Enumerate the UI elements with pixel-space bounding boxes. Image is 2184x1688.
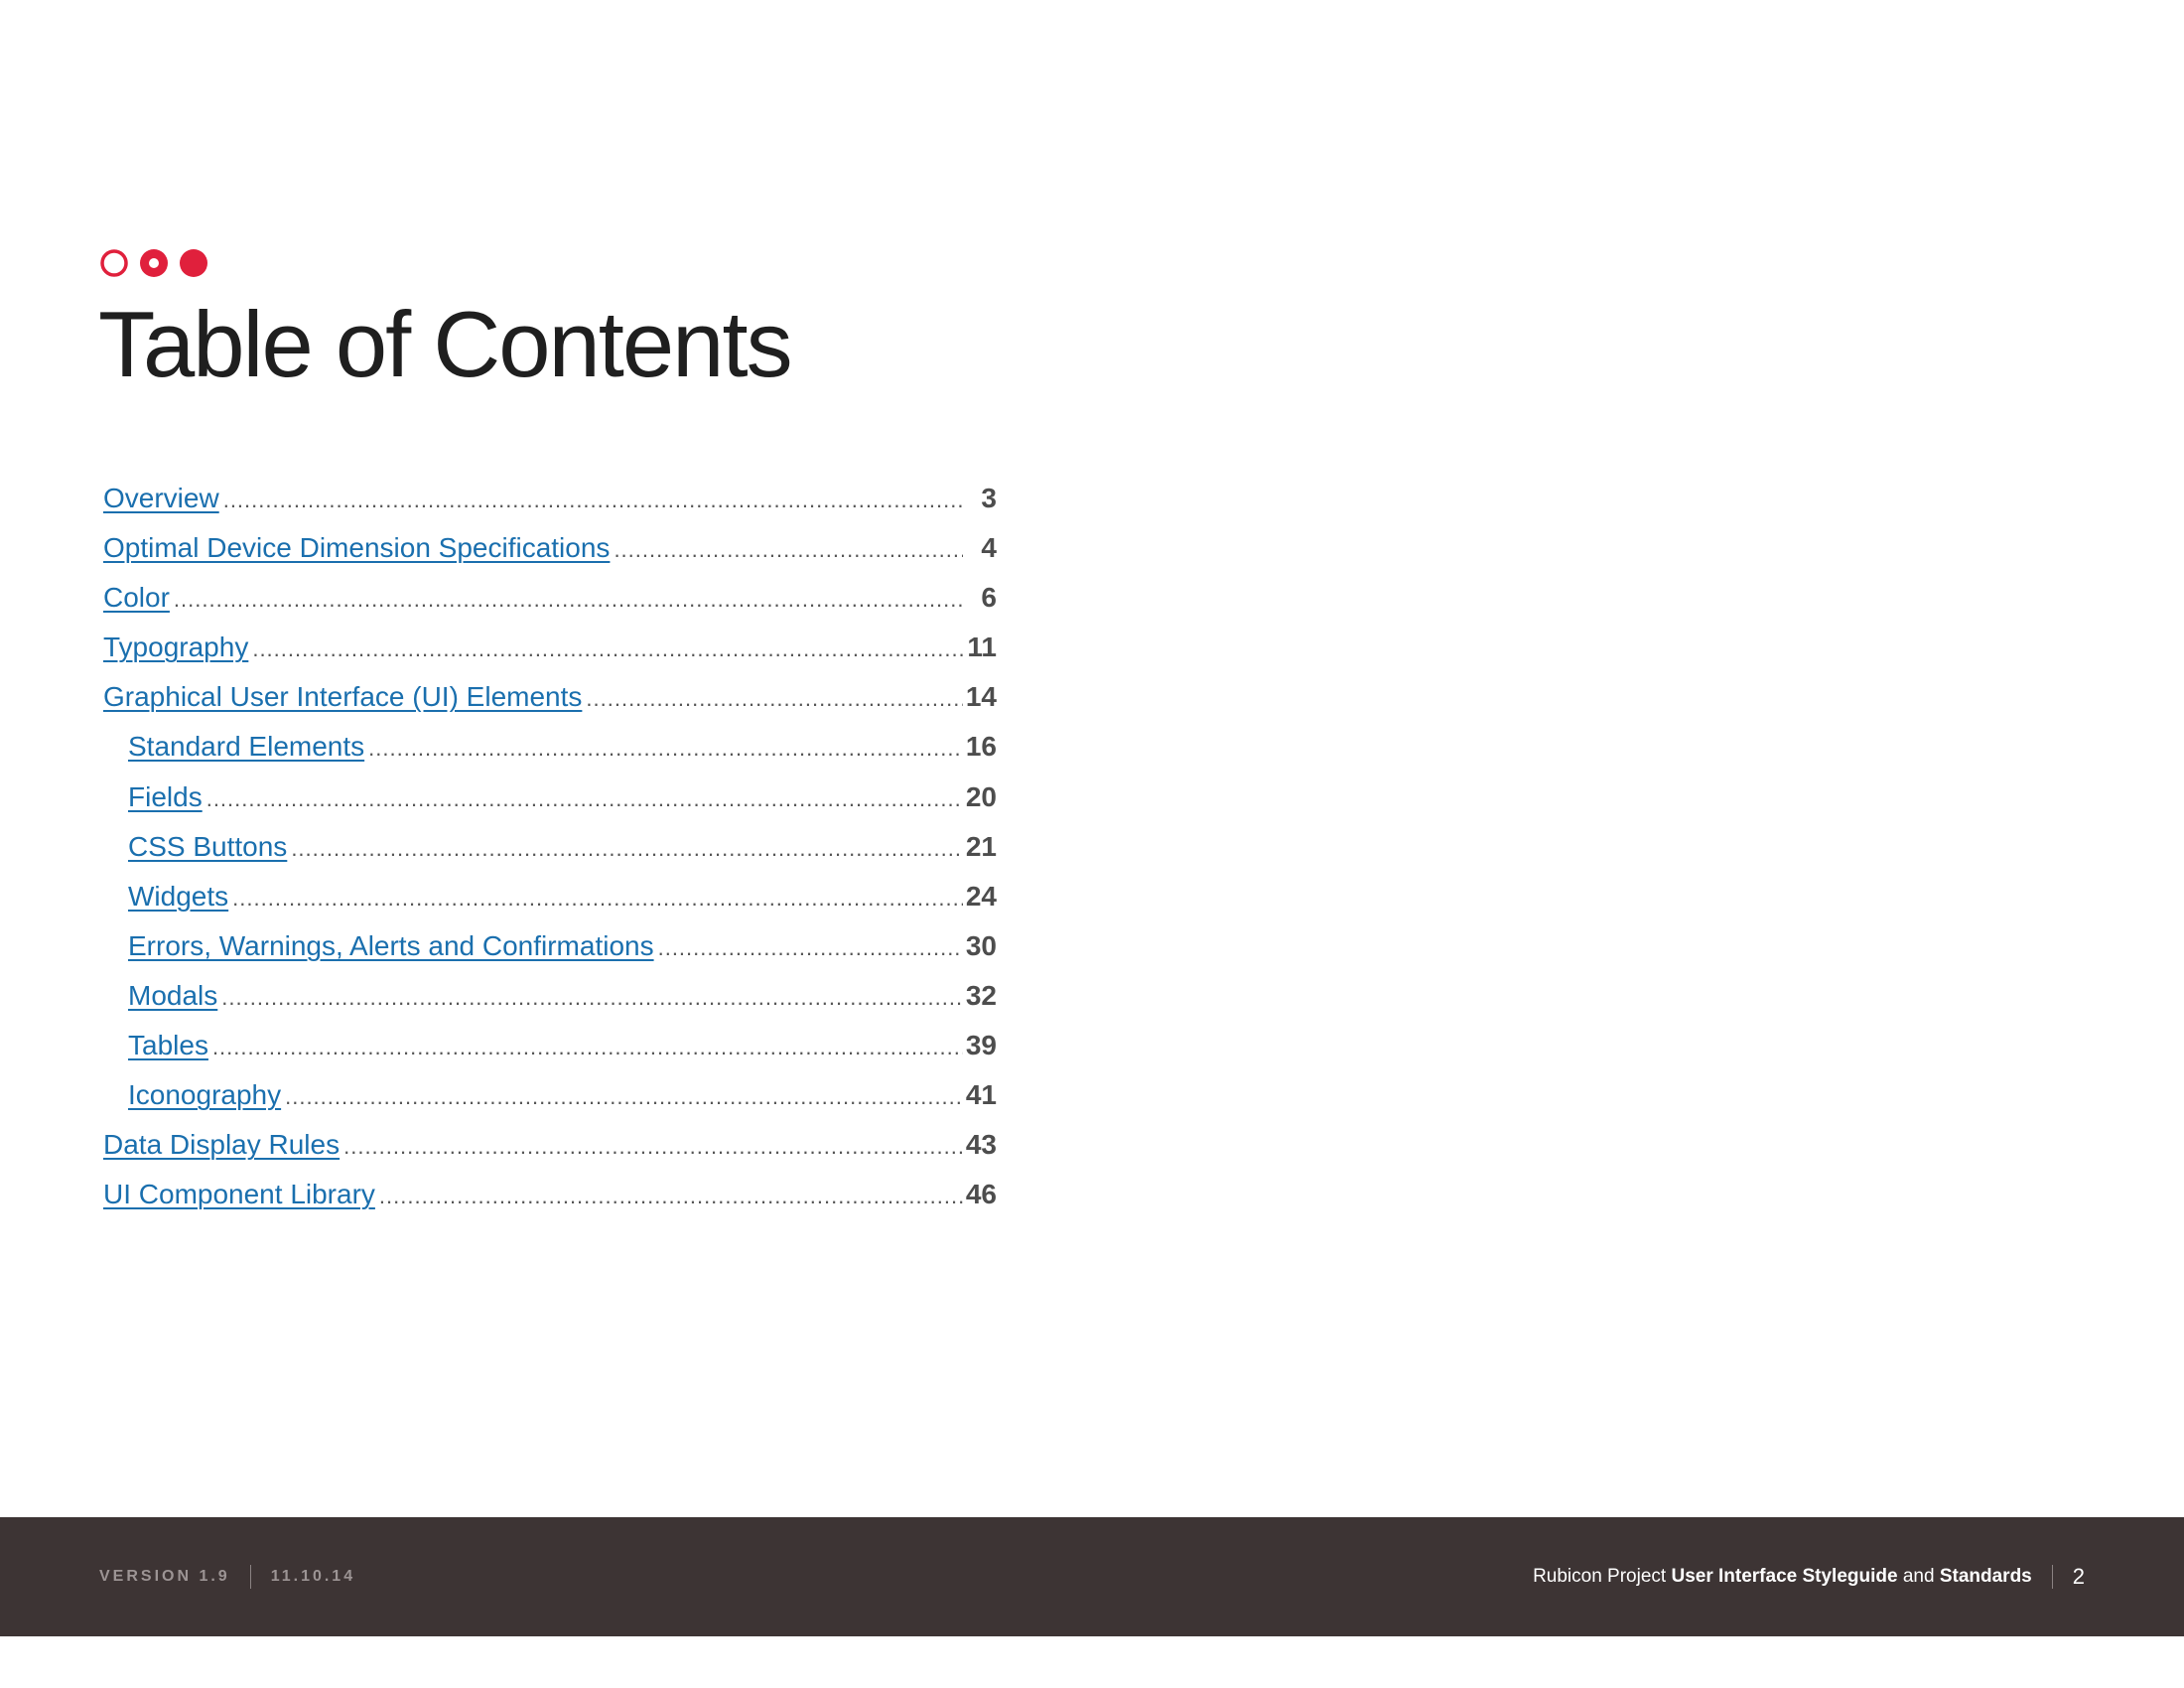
toc-link[interactable]: Typography [103,632,249,663]
toc-subitem[interactable] [103,980,997,1030]
toc-subitem[interactable] [103,831,997,881]
dot-leader [170,587,963,613]
toc-page-number: 14 [965,681,997,713]
toc-item[interactable] [103,632,997,681]
toc-subitem[interactable] [103,1030,997,1079]
footer-version-info [99,1517,355,1636]
toc-page-number: 11 [967,632,997,663]
toc-subitem[interactable] [103,1079,997,1129]
toc-link[interactable]: Tables [128,1030,208,1061]
toc-link[interactable]: CSS Buttons [128,830,288,862]
toc-page-number: 39 [965,1030,997,1061]
toc-page-number: 20 [965,780,997,812]
toc-link[interactable]: Errors, Warnings, Alerts and Confirmations [128,929,654,961]
toc-item[interactable] [103,1129,997,1179]
dot-filled-icon [180,249,207,277]
dot-leader [219,488,963,513]
page-footer [0,1517,2184,1636]
toc-page-number: 4 [981,532,997,564]
toc-page-number: 43 [965,1129,997,1161]
document-title: User Interface Styleguide [1671,1566,1898,1587]
toc-item[interactable] [103,532,997,582]
dot-leader [228,886,963,912]
toc-link[interactable]: Iconography [128,1079,282,1111]
progress-dots-icon [97,246,211,280]
toc-page-number: 16 [965,731,997,763]
toc-item[interactable] [103,1179,997,1228]
toc-link[interactable]: Data Display Rules [103,1129,341,1161]
dot-leader [375,1184,963,1209]
toc-link[interactable]: Fields [128,780,203,812]
toc-link[interactable]: Modals [128,979,218,1011]
toc-page-number: 46 [965,1179,997,1210]
page-number: 2 [2072,1564,2085,1589]
toc-page-number: 30 [965,929,997,961]
divider [250,1565,251,1589]
dot-leader [654,935,963,961]
toc-link[interactable]: Color [103,582,170,614]
dot-leader [217,985,963,1011]
toc-link[interactable]: Optimal Device Dimension Specifications [103,532,611,564]
toc-item[interactable] [103,483,997,532]
toc-link[interactable]: Widgets [128,880,229,912]
dot-leader [287,836,963,862]
toc-item[interactable] [103,681,997,731]
toc-link[interactable]: Standard Elements [128,731,365,763]
toc-subitem[interactable] [103,781,997,831]
page-title: Table of Contents [98,292,791,396]
toc-link[interactable]: Graphical User Interface (UI) Elements [103,681,583,713]
table-of-contents [103,483,997,1228]
dot-leader [610,537,963,563]
dot-leader [340,1134,963,1160]
dot-leader [248,636,963,662]
toc-page-number: 21 [965,830,997,862]
toc-page-number: 24 [965,880,997,912]
title-conjunction: and [1902,1566,1935,1587]
footer-document-info [1533,1517,2085,1636]
toc-page-number: 6 [981,582,997,614]
toc-page-number: 32 [965,979,997,1011]
toc-page-number: 3 [981,483,997,513]
version-label: VERSION 1.9 [99,1568,230,1585]
toc-subitem[interactable] [103,731,997,780]
version-date: 11.10.14 [270,1568,356,1585]
brand-name: Rubicon Project [1533,1566,1667,1587]
toc-subitem[interactable] [103,930,997,980]
toc-item[interactable] [103,582,997,632]
dot-leader [203,786,963,812]
toc-subitem[interactable] [103,881,997,930]
dot-outline-icon [102,251,126,275]
dot-ring-center [149,258,159,268]
toc-page-number: 41 [965,1079,997,1111]
toc-link[interactable]: Overview [103,483,219,513]
dot-leader [364,736,963,762]
dot-leader [281,1084,963,1110]
toc-link[interactable]: UI Component Library [103,1179,375,1210]
dot-leader [582,686,963,712]
divider [2052,1565,2053,1589]
dot-leader [208,1035,963,1060]
document-title-end: Standards [1939,1566,2032,1587]
